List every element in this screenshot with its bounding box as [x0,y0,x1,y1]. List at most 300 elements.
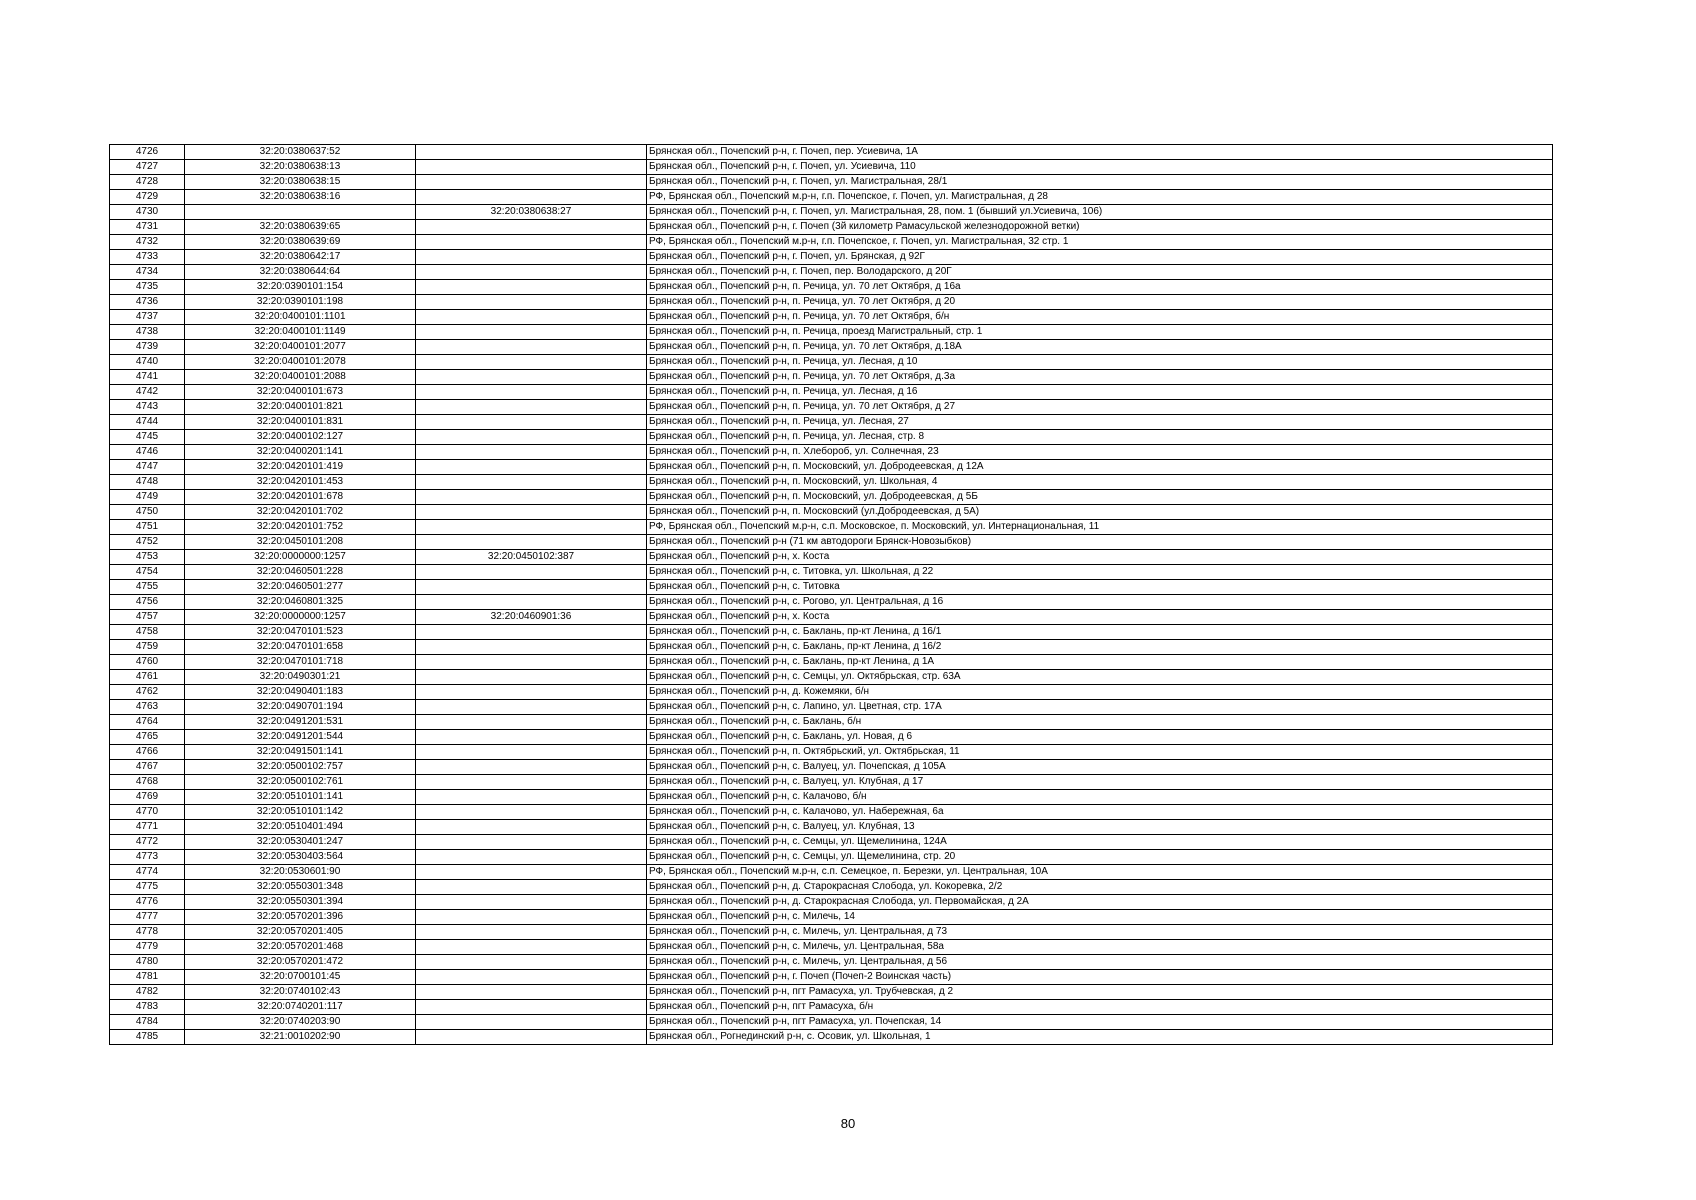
address-cell: РФ, Брянская обл., Почепский м.р-н, с.п. Московское, п. Московский, ул. Интернациональная, 11 [647,520,1553,535]
table-row [110,190,1553,205]
row-number-cell: 4728 [110,175,185,190]
related-cadastral-number-cell [416,280,647,295]
cadastral-number-cell: 32:20:0420101:453 [185,475,416,490]
related-cadastral-number-cell [416,700,647,715]
cadastral-number-cell: 32:20:0491501:141 [185,745,416,760]
cadastral-number-cell: 32:20:0000000:1257 [185,610,416,625]
cadastral-number-cell: 32:20:0491201:531 [185,715,416,730]
cadastral-number-cell: 32:20:0000000:1257 [185,550,416,565]
related-cadastral-number-cell [416,295,647,310]
related-cadastral-number-cell [416,850,647,865]
address-cell: Брянская обл., Почепский р-н, г. Почеп (3й километр Рамасульской железнодорожной ветки) [647,220,1553,235]
row-number-cell: 4759 [110,640,185,655]
cadastral-number-cell: 32:20:0530403:564 [185,850,416,865]
cadastral-number-cell: 32:20:0570201:396 [185,910,416,925]
row-number-cell: 4781 [110,970,185,985]
row-number-cell: 4764 [110,715,185,730]
row-number-cell: 4738 [110,325,185,340]
cadastral-number-cell: 32:20:0570201:472 [185,955,416,970]
row-number-cell: 4730 [110,205,185,220]
address-cell: Брянская обл., Почепский р-н, с. Калачово, ул. Набережная, 6а [647,805,1553,820]
address-cell: Брянская обл., Почепский р-н, с. Баклань, ул. Новая, д 6 [647,730,1553,745]
table-row [110,220,1553,235]
address-cell: Брянская обл., Рогнединский р-н, с. Осовик, ул. Школьная, 1 [647,1030,1553,1045]
table-row [110,655,1553,670]
table-row [110,535,1553,550]
address-cell: Брянская обл., Почепский р-н, с. Баклань, б/н [647,715,1553,730]
cadastral-number-cell: 32:20:0700101:45 [185,970,416,985]
address-cell: Брянская обл., Почепский р-н, п. Речица, ул. Лесная, стр. 8 [647,430,1553,445]
table-row [110,310,1553,325]
address-cell: РФ, Брянская обл., Почепский м.р-н, г.п. Почепское, г. Почеп, ул. Магистральная, д 28 [647,190,1553,205]
row-number-cell: 4777 [110,910,185,925]
table-row [110,325,1553,340]
row-number-cell: 4741 [110,370,185,385]
row-number-cell: 4751 [110,520,185,535]
related-cadastral-number-cell [416,265,647,280]
address-cell: Брянская обл., Почепский р-н, г. Почеп, пер. Усиевича, 1А [647,145,1553,160]
address-cell: Брянская обл., Почепский р-н, с. Милечь, 14 [647,910,1553,925]
address-cell: Брянская обл., Почепский р-н, п. Речица, ул. 70 лет Октября, д.3а [647,370,1553,385]
related-cadastral-number-cell [416,1030,647,1045]
row-number-cell: 4774 [110,865,185,880]
related-cadastral-number-cell [416,220,647,235]
cadastral-number-cell: 32:20:0380638:15 [185,175,416,190]
cadastral-number-cell: 32:20:0530601:90 [185,865,416,880]
row-number-cell: 4779 [110,940,185,955]
row-number-cell: 4766 [110,745,185,760]
table-row [110,460,1553,475]
related-cadastral-number-cell [416,985,647,1000]
cadastral-number-cell: 32:20:0491201:544 [185,730,416,745]
address-cell: Брянская обл., Почепский р-н, пгт Рамасуха, ул. Трубчевская, д 2 [647,985,1553,1000]
table-row [110,520,1553,535]
address-cell: Брянская обл., Почепский р-н, г. Почеп, ул. Магистральная, 28, пом. 1 (бывший ул.Усиевича, 106) [647,205,1553,220]
row-number-cell: 4732 [110,235,185,250]
address-cell: Брянская обл., Почепский р-н, д. Кожемяки, б/н [647,685,1553,700]
table-row [110,160,1553,175]
table-row [110,700,1553,715]
related-cadastral-number-cell [416,475,647,490]
row-number-cell: 4731 [110,220,185,235]
address-cell: Брянская обл., Почепский р-н, с. Калачово, б/н [647,790,1553,805]
table-row [110,280,1553,295]
address-cell: Брянская обл., Почепский р-н, п. Речица, ул. 70 лет Октября, д 20 [647,295,1553,310]
related-cadastral-number-cell [416,955,647,970]
registry-table-body [110,145,1553,1045]
table-row [110,805,1553,820]
address-cell: Брянская обл., Почепский р-н, п. Речица, ул. Лесная, д 10 [647,355,1553,370]
cadastral-number-cell: 32:20:0400102:127 [185,430,416,445]
row-number-cell: 4782 [110,985,185,1000]
row-number-cell: 4756 [110,595,185,610]
related-cadastral-number-cell [416,445,647,460]
row-number-cell: 4752 [110,535,185,550]
table-row [110,1030,1553,1045]
cadastral-number-cell: 32:20:0380639:65 [185,220,416,235]
row-number-cell: 4729 [110,190,185,205]
table-row [110,1015,1553,1030]
row-number-cell: 4763 [110,700,185,715]
related-cadastral-number-cell: 32:20:0450102:387 [416,550,647,565]
cadastral-number-cell: 32:20:0470101:658 [185,640,416,655]
row-number-cell: 4736 [110,295,185,310]
address-cell: Брянская обл., Почепский р-н, п. Московский, ул. Школьная, 4 [647,475,1553,490]
address-cell: РФ, Брянская обл., Почепский м.р-н, с.п. Семецкое, п. Березки, ул. Центральная, 10А [647,865,1553,880]
related-cadastral-number-cell [416,565,647,580]
table-row [110,760,1553,775]
table-row [110,505,1553,520]
cadastral-number-cell: 32:20:0460801:325 [185,595,416,610]
cadastral-number-cell: 32:20:0380638:16 [185,190,416,205]
row-number-cell: 4762 [110,685,185,700]
related-cadastral-number-cell [416,880,647,895]
related-cadastral-number-cell [416,670,647,685]
address-cell: Брянская обл., Почепский р-н, г. Почеп, пер. Володарского, д 20Г [647,265,1553,280]
row-number-cell: 4771 [110,820,185,835]
related-cadastral-number-cell [416,865,647,880]
row-number-cell: 4748 [110,475,185,490]
row-number-cell: 4734 [110,265,185,280]
row-number-cell: 4737 [110,310,185,325]
cadastral-number-cell: 32:20:0420101:678 [185,490,416,505]
table-row [110,955,1553,970]
table-row [110,445,1553,460]
cadastral-number-cell: 32:20:0460501:228 [185,565,416,580]
cadastral-number-cell: 32:20:0740201:117 [185,1000,416,1015]
cadastral-number-cell: 32:20:0400101:821 [185,400,416,415]
address-cell: Брянская обл., Почепский р-н (71 км автодороги Брянск-Новозыбков) [647,535,1553,550]
related-cadastral-number-cell [416,160,647,175]
related-cadastral-number-cell [416,730,647,745]
cadastral-number-cell: 32:20:0740102:43 [185,985,416,1000]
related-cadastral-number-cell [416,1015,647,1030]
address-cell: Брянская обл., Почепский р-н, с. Титовка [647,580,1553,595]
table-row [110,385,1553,400]
row-number-cell: 4765 [110,730,185,745]
related-cadastral-number-cell [416,685,647,700]
table-row [110,940,1553,955]
row-number-cell: 4753 [110,550,185,565]
table-row [110,970,1553,985]
cadastral-number-cell: 32:20:0390101:154 [185,280,416,295]
table-row [110,175,1553,190]
cadastral-number-cell: 32:20:0380638:13 [185,160,416,175]
cadastral-number-cell: 32:20:0400101:831 [185,415,416,430]
address-cell: Брянская обл., Почепский р-н, с. Баклань, пр-кт Ленина, д 16/1 [647,625,1553,640]
cadastral-number-cell: 32:20:0510101:141 [185,790,416,805]
cadastral-number-cell: 32:20:0380644:64 [185,265,416,280]
related-cadastral-number-cell [416,895,647,910]
related-cadastral-number-cell [416,235,647,250]
related-cadastral-number-cell [416,340,647,355]
related-cadastral-number-cell [416,715,647,730]
row-number-cell: 4740 [110,355,185,370]
address-cell: Брянская обл., Почепский р-н, с. Милечь, ул. Центральная, д 56 [647,955,1553,970]
address-cell: Брянская обл., Почепский р-н, с. Лапино, ул. Цветная, стр. 17А [647,700,1553,715]
address-cell: Брянская обл., Почепский р-н, с. Милечь, ул. Центральная, 58а [647,940,1553,955]
table-row [110,550,1553,565]
row-number-cell: 4761 [110,670,185,685]
row-number-cell: 4770 [110,805,185,820]
cadastral-number-cell: 32:20:0550301:394 [185,895,416,910]
cadastral-number-cell: 32:20:0490701:194 [185,700,416,715]
related-cadastral-number-cell [416,250,647,265]
address-cell: Брянская обл., Почепский р-н, п. Речица, ул. Лесная, д 16 [647,385,1553,400]
related-cadastral-number-cell [416,745,647,760]
address-cell: Брянская обл., Почепский р-н, п. Речица, ул. 70 лет Октября, д 16а [647,280,1553,295]
related-cadastral-number-cell: 32:20:0460901:36 [416,610,647,625]
table-row [110,850,1553,865]
table-row [110,910,1553,925]
row-number-cell: 4755 [110,580,185,595]
row-number-cell: 4780 [110,955,185,970]
row-number-cell: 4778 [110,925,185,940]
table-row [110,715,1553,730]
table-row [110,820,1553,835]
table-row [110,865,1553,880]
row-number-cell: 4727 [110,160,185,175]
table-row [110,355,1553,370]
row-number-cell: 4735 [110,280,185,295]
related-cadastral-number-cell [416,775,647,790]
address-cell: Брянская обл., Почепский р-н, с. Валуец, ул. Клубная, 13 [647,820,1553,835]
address-cell: Брянская обл., Почепский р-н, п. Речица, ул. 70 лет Октября, д.18А [647,340,1553,355]
table-row [110,745,1553,760]
address-cell: Брянская обл., Почепский р-н, с. Семцы, ул. Щемелинина, 124А [647,835,1553,850]
address-cell: Брянская обл., Почепский р-н, г. Почеп, ул. Магистральная, 28/1 [647,175,1553,190]
related-cadastral-number-cell [416,175,647,190]
row-number-cell: 4760 [110,655,185,670]
cadastral-number-cell: 32:20:0420101:419 [185,460,416,475]
row-number-cell: 4750 [110,505,185,520]
related-cadastral-number-cell [416,790,647,805]
cadastral-number-cell: 32:20:0500102:757 [185,760,416,775]
table-row [110,1000,1553,1015]
row-number-cell: 4733 [110,250,185,265]
row-number-cell: 4783 [110,1000,185,1015]
cadastral-number-cell: 32:20:0570201:468 [185,940,416,955]
cadastral-number-cell: 32:20:0490401:183 [185,685,416,700]
table-row [110,925,1553,940]
address-cell: Брянская обл., Почепский р-н, с. Семцы, ул. Октябрьская, стр. 63А [647,670,1553,685]
cadastral-number-cell: 32:20:0470101:718 [185,655,416,670]
address-cell: Брянская обл., Почепский р-н, п. Московский, ул. Добродеевская, д 5Б [647,490,1553,505]
row-number-cell: 4767 [110,760,185,775]
row-number-cell: 4747 [110,460,185,475]
table-row [110,640,1553,655]
address-cell: Брянская обл., Почепский р-н, с. Валуец, ул. Клубная, д 17 [647,775,1553,790]
row-number-cell: 4749 [110,490,185,505]
table-row [110,400,1553,415]
cadastral-number-cell: 32:20:0450101:208 [185,535,416,550]
related-cadastral-number-cell [416,655,647,670]
related-cadastral-number-cell [416,940,647,955]
address-cell: Брянская обл., Почепский р-н, п. Октябрьский, ул. Октябрьская, 11 [647,745,1553,760]
related-cadastral-number-cell [416,415,647,430]
row-number-cell: 4726 [110,145,185,160]
related-cadastral-number-cell [416,400,647,415]
related-cadastral-number-cell [416,580,647,595]
address-cell: Брянская обл., Почепский р-н, п. Хлебороб, ул. Солнечная, 23 [647,445,1553,460]
address-cell: Брянская обл., Почепский р-н, с. Баклань, пр-кт Ленина, д 1А [647,655,1553,670]
row-number-cell: 4754 [110,565,185,580]
table-row [110,880,1553,895]
cadastral-number-cell: 32:20:0390101:198 [185,295,416,310]
related-cadastral-number-cell [416,430,647,445]
address-cell: Брянская обл., Почепский р-н, х. Коста [647,550,1553,565]
table-row [110,490,1553,505]
related-cadastral-number-cell [416,925,647,940]
table-row [110,205,1553,220]
table-row [110,565,1553,580]
table-row [110,790,1553,805]
table-row [110,340,1553,355]
address-cell: Брянская обл., Почепский р-н, с. Баклань, пр-кт Ленина, д 16/2 [647,640,1553,655]
address-cell: Брянская обл., Почепский р-н, д. Старокрасная Слобода, ул. Первомайская, д 2А [647,895,1553,910]
table-row [110,475,1553,490]
cadastral-number-cell: 32:20:0380639:69 [185,235,416,250]
related-cadastral-number-cell [416,910,647,925]
row-number-cell: 4743 [110,400,185,415]
table-row [110,730,1553,745]
cadastral-number-cell: 32:20:0400101:2078 [185,355,416,370]
table-row [110,610,1553,625]
cadastral-number-cell: 32:20:0510101:142 [185,805,416,820]
address-cell: Брянская обл., Почепский р-н, п. Московский, ул. Добродеевская, д 12А [647,460,1553,475]
table-row [110,985,1553,1000]
table-row [110,250,1553,265]
related-cadastral-number-cell [416,325,647,340]
row-number-cell: 4744 [110,415,185,430]
address-cell: Брянская обл., Почепский р-н, с. Рогово, ул. Центральная, д 16 [647,595,1553,610]
cadastral-number-cell: 32:20:0420101:702 [185,505,416,520]
address-cell: Брянская обл., Почепский р-н, пгт Рамасуха, ул. Почепская, 14 [647,1015,1553,1030]
related-cadastral-number-cell [416,460,647,475]
table-row [110,895,1553,910]
table-row [110,580,1553,595]
cadastral-number-cell: 32:20:0400101:1101 [185,310,416,325]
table-row [110,775,1553,790]
related-cadastral-number-cell [416,385,647,400]
table-row [110,370,1553,385]
cadastral-number-cell: 32:20:0400101:2088 [185,370,416,385]
cadastral-number-cell: 32:20:0490301:21 [185,670,416,685]
related-cadastral-number-cell [416,520,647,535]
related-cadastral-number-cell [416,535,647,550]
cadastral-number-cell: 32:20:0400101:673 [185,385,416,400]
related-cadastral-number-cell [416,820,647,835]
row-number-cell: 4746 [110,445,185,460]
row-number-cell: 4758 [110,625,185,640]
address-cell: Брянская обл., Почепский р-н, с. Семцы, ул. Щемелинина, стр. 20 [647,850,1553,865]
cadastral-number-cell: 32:20:0500102:761 [185,775,416,790]
address-cell: Брянская обл., Почепский р-н, г. Почеп (Почеп-2 Воинская часть) [647,970,1553,985]
address-cell: Брянская обл., Почепский р-н, п. Речица, ул. 70 лет Октября, д 27 [647,400,1553,415]
address-cell: Брянская обл., Почепский р-н, п. Речица, ул. Лесная, 27 [647,415,1553,430]
table-row [110,145,1553,160]
row-number-cell: 4776 [110,895,185,910]
address-cell: Брянская обл., Почепский р-н, д. Старокрасная Слобода, ул. Кокоревка, 2/2 [647,880,1553,895]
cadastral-number-cell: 32:20:0550301:348 [185,880,416,895]
cadastral-number-cell: 32:20:0460501:277 [185,580,416,595]
row-number-cell: 4785 [110,1030,185,1045]
table-row [110,835,1553,850]
row-number-cell: 4739 [110,340,185,355]
address-cell: Брянская обл., Почепский р-н, с. Титовка, ул. Школьная, д 22 [647,565,1553,580]
related-cadastral-number-cell [416,970,647,985]
related-cadastral-number-cell [416,145,647,160]
cadastral-number-cell: 32:20:0380637:52 [185,145,416,160]
related-cadastral-number-cell [416,310,647,325]
related-cadastral-number-cell [416,505,647,520]
table-row [110,265,1553,280]
registry-table [109,144,1553,1045]
related-cadastral-number-cell [416,625,647,640]
cadastral-number-cell: 32:20:0400201:141 [185,445,416,460]
table-row [110,670,1553,685]
related-cadastral-number-cell [416,595,647,610]
address-cell: Брянская обл., Почепский р-н, п. Речица, ул. 70 лет Октября, б/н [647,310,1553,325]
table-row [110,415,1553,430]
address-cell: Брянская обл., Почепский р-н, п. Московский (ул.Добродеевская, д 5А) [647,505,1553,520]
row-number-cell: 4773 [110,850,185,865]
row-number-cell: 4745 [110,430,185,445]
address-cell: Брянская обл., Почепский р-н, с. Валуец, ул. Почепская, д 105А [647,760,1553,775]
cadastral-number-cell: 32:20:0400101:1149 [185,325,416,340]
cadastral-number-cell: 32:20:0510401:494 [185,820,416,835]
cadastral-number-cell: 32:20:0740203:90 [185,1015,416,1030]
address-cell: Брянская обл., Почепский р-н, п. Речица, проезд Магистральный, стр. 1 [647,325,1553,340]
row-number-cell: 4768 [110,775,185,790]
related-cadastral-number-cell [416,1000,647,1015]
row-number-cell: 4769 [110,790,185,805]
row-number-cell: 4742 [110,385,185,400]
cadastral-number-cell: 32:20:0420101:752 [185,520,416,535]
related-cadastral-number-cell [416,370,647,385]
related-cadastral-number-cell [416,490,647,505]
related-cadastral-number-cell [416,640,647,655]
page-number: 80 [840,1116,856,1131]
cadastral-number-cell: 32:20:0400101:2077 [185,340,416,355]
related-cadastral-number-cell [416,835,647,850]
related-cadastral-number-cell [416,760,647,775]
row-number-cell: 4772 [110,835,185,850]
address-cell: РФ, Брянская обл., Почепский м.р-н, г.п. Почепское, г. Почеп, ул. Магистральная, 32 стр. 1 [647,235,1553,250]
table-row [110,595,1553,610]
address-cell: Брянская обл., Почепский р-н, с. Милечь, ул. Центральная, д 73 [647,925,1553,940]
address-cell: Брянская обл., Почепский р-н, г. Почеп, ул. Брянская, д 92Г [647,250,1553,265]
cadastral-number-cell: 32:20:0380642:17 [185,250,416,265]
cadastral-number-cell: 32:21:0010202:90 [185,1030,416,1045]
related-cadastral-number-cell [416,805,647,820]
table-row [110,235,1553,250]
cadastral-number-cell: 32:20:0570201:405 [185,925,416,940]
cadastral-number-cell: 32:20:0470101:523 [185,625,416,640]
row-number-cell: 4757 [110,610,185,625]
table-row [110,685,1553,700]
related-cadastral-number-cell [416,355,647,370]
address-cell: Брянская обл., Почепский р-н, х. Коста [647,610,1553,625]
table-row [110,295,1553,310]
row-number-cell: 4775 [110,880,185,895]
related-cadastral-number-cell: 32:20:0380638:27 [416,205,647,220]
address-cell: Брянская обл., Почепский р-н, г. Почеп, ул. Усиевича, 110 [647,160,1553,175]
cadastral-number-cell [185,205,416,220]
address-cell: Брянская обл., Почепский р-н, пгт Рамасуха, б/н [647,1000,1553,1015]
row-number-cell: 4784 [110,1015,185,1030]
related-cadastral-number-cell [416,190,647,205]
